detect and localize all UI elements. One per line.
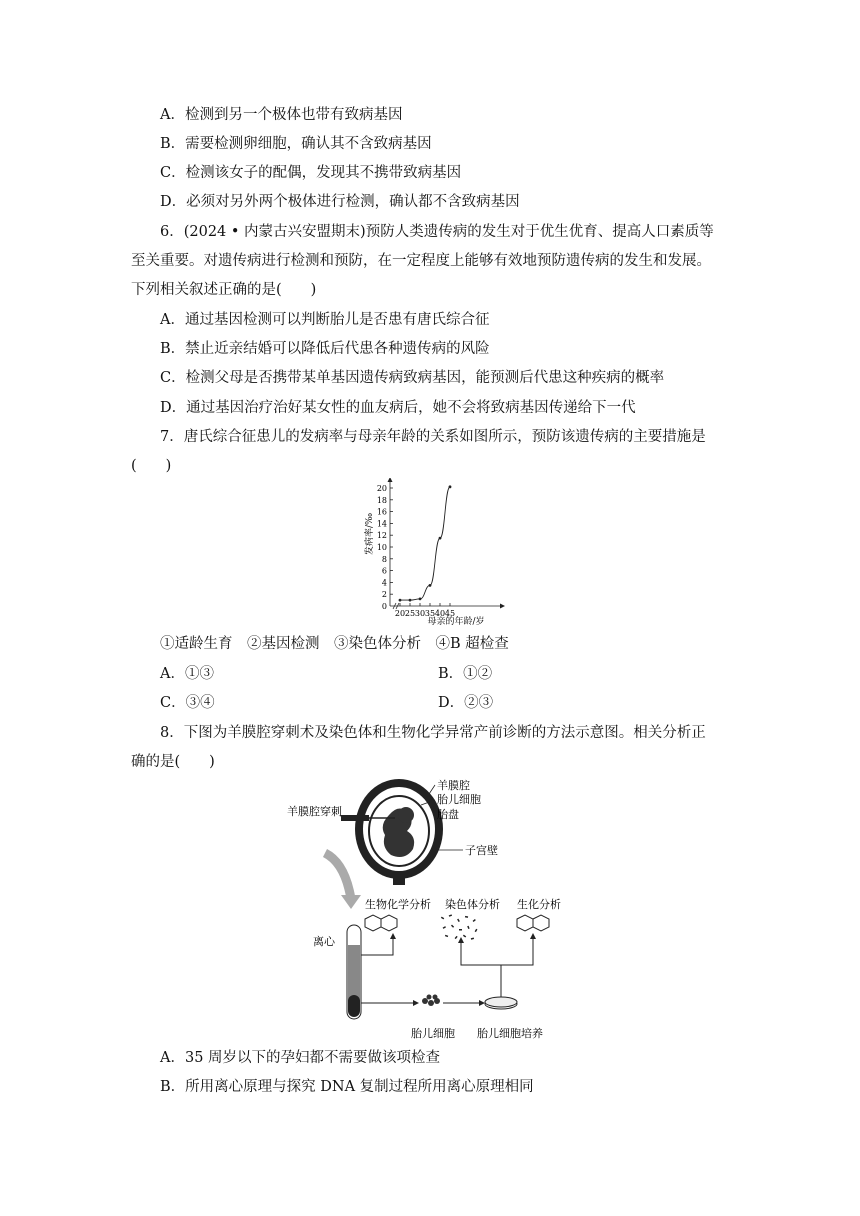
data-point (449, 485, 452, 488)
y-tick-label: 16 (376, 507, 387, 517)
y-tick-label: 4 (381, 578, 387, 588)
q6-stem-line3: 下列相关叙述正确的是( ) (131, 282, 317, 298)
q7-measures: ①适龄生育 ②基因检测 ③染色体分析 ④B 超检查 (160, 636, 509, 652)
q8-stem-line2: 确的是( ) (131, 754, 215, 770)
label-amniocentesis: 羊膜腔穿刺 (287, 805, 342, 818)
q5-option-a: A．检测到另一个极体也带有致病基因 (160, 107, 403, 123)
label-fetal-cells-top: 胎儿细胞 (437, 793, 481, 806)
y-axis-label: 发病率/‰ (365, 512, 375, 556)
y-tick-label: 20 (376, 484, 387, 493)
q5-option-b: B．需要检测卵细胞，确认其不含致病基因 (160, 136, 432, 152)
y-tick-label: 10 (376, 543, 387, 552)
y-tick-label: 0 (381, 602, 387, 611)
y-tick-label: 18 (376, 495, 387, 505)
data-point (409, 599, 412, 602)
q6-option-c: C．检测父母是否携带某单基因遗传病致病基因，能预测后代患这种疾病的概率 (160, 370, 665, 386)
data-point (419, 598, 422, 601)
syringe-needle (341, 815, 369, 821)
y-tick-label: 6 (381, 566, 387, 576)
y-tick-label: 8 (381, 554, 387, 564)
x-tick-label: 25 (404, 609, 416, 618)
label-centrifuge: 离心 (313, 935, 335, 948)
label-amniotic-cavity: 羊膜腔 (437, 779, 470, 792)
chromosome-spread (441, 914, 478, 939)
data-point (439, 537, 442, 540)
arrow-tube-to-biochem (361, 937, 393, 955)
x-axis-label: 母亲的年龄/岁 (427, 617, 485, 627)
q8-stem-line1: 8．下图为羊膜腔穿刺术及染色体和生物化学异常产前诊断的方法示意图。相关分析正 (160, 725, 706, 741)
y-tick-label: 2 (381, 590, 387, 600)
incidence-chart (350, 478, 520, 628)
q7-option-a: A．①③ (160, 666, 214, 682)
series-line (400, 487, 450, 600)
x-tick-label: 45 (444, 609, 456, 618)
q6-option-b: B．禁止近亲结婚可以降低后代患各种遗传病的风险 (160, 341, 490, 357)
q6-stem-line2: 至关重要。对遗传病进行检测和预防，在一定程度上能够有效地预防遗传病的发生和发展。 (131, 253, 711, 269)
label-fetal-culture: 胎儿细胞培养 (477, 1027, 543, 1040)
y-tick-label: 12 (376, 531, 387, 541)
test-tube-sediment (348, 995, 360, 1017)
cervix (393, 875, 405, 885)
data-point (399, 599, 402, 602)
label-placenta: 胎盘 (437, 808, 459, 821)
benzene-icon-right (517, 915, 549, 931)
q7-option-c: C．③④ (160, 695, 215, 711)
q7-stem-line1: 7．唐氏综合征患儿的发病率与母亲年龄的关系如图所示，预防该遗传病的主要措施是 (160, 429, 706, 445)
q7-option-d: D．②③ (438, 695, 494, 711)
q5-option-c: C．检测该女子的配偶，发现其不携带致病基因 (160, 165, 462, 181)
label-fetal-cells: 胎儿细胞 (411, 1027, 455, 1040)
x-axis-arrow (500, 604, 505, 609)
label-chromosome-analysis: 染色体分析 (445, 898, 500, 911)
arrow-culture-up (461, 941, 501, 997)
label-uterus-wall: 子宫壁 (465, 844, 498, 857)
fetus-head (398, 807, 414, 823)
label-biochem-analysis: 生物化学分析 (365, 898, 431, 911)
fetal-cells-cluster (422, 995, 440, 1007)
q8-option-a: A．35 周岁以下的孕妇都不需要做该项检查 (160, 1050, 441, 1066)
amniocentesis-diagram (285, 775, 585, 1045)
chart-ticks (377, 484, 455, 618)
chart-series (399, 485, 452, 601)
q6-option-a: A．通过基因检测可以判断胎儿是否患有唐氏综合征 (160, 312, 490, 328)
label-bio-analysis: 生化分析 (517, 898, 561, 911)
q7-option-b: B．①② (438, 666, 493, 682)
x-tick-label: 20 (394, 609, 406, 618)
q6-stem-line1: 6．(2024 • 内蒙古兴安盟期末)预防人类遗传病的发生对于优生优育、提高人口素质等 (160, 224, 714, 240)
y-axis-arrow (388, 478, 393, 482)
q7-stem-line2: ( ) (131, 458, 172, 474)
curved-arrow (325, 853, 351, 899)
q8-option-b: B．所用离心原理与探究 DNA 复制过程所用离心原理相同 (160, 1079, 534, 1095)
curved-arrow-head (341, 895, 361, 909)
data-point (429, 584, 432, 587)
benzene-icon-left (365, 915, 397, 931)
x-tick-label: 35 (424, 609, 436, 618)
q5-option-d: D．必须对另外两个极体进行检测，确认都不含致病基因 (160, 194, 520, 210)
x-tick-label: 30 (414, 609, 426, 618)
arrow-culture-right (501, 937, 533, 965)
x-tick-label: 40 (434, 609, 446, 618)
q6-option-d: D．通过基因治疗治好某女性的血友病后，她不会将致病基因传递给下一代 (160, 400, 636, 416)
y-tick-label: 14 (376, 519, 387, 529)
